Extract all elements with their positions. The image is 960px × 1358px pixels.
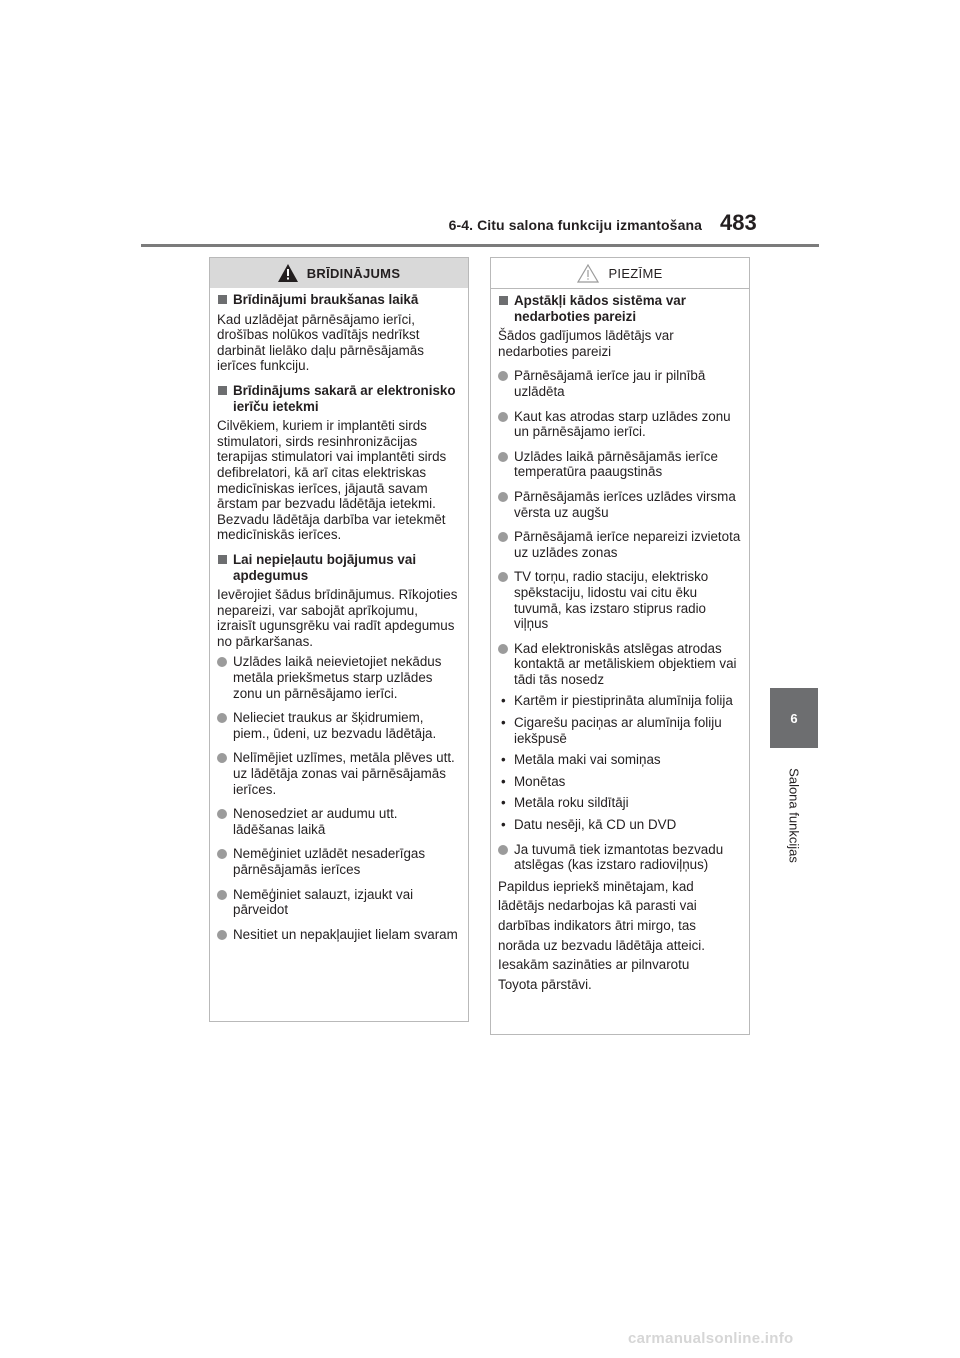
sub-list-item: • Kartēm ir piestiprināta alumīnija folija — [501, 693, 733, 709]
round-bullet-icon — [217, 849, 227, 859]
note-box — [490, 257, 750, 1035]
list-item: Nelīmējiet uzlīmes, metāla plēves utt. uz lādētāja zonas vai pārnēsājamās ierīces. — [217, 750, 460, 797]
section-heading: Brīdinājums sakarā ar elektronisko ierīču ietekmi — [217, 383, 460, 414]
list-item: Pārnēsājamā ierīce jau ir pilnībā uzlādēta — [498, 368, 741, 399]
paragraph: Kad uzlādējat pārnēsājamo ierīci, drošības nolūkos vadītājs nedrīkst darbināt lielāko daļu pārnēsājamās ierīces funkciju. — [217, 311, 424, 374]
note-content — [491, 289, 749, 992]
sub-list-item: • Datu nesēji, kā CD un DVD — [501, 817, 677, 833]
round-bullet-icon — [498, 572, 508, 582]
paragraph: Cilvēkiem, kuriem ir implantēti sirds stimulatori, sirds resinhronizācijas terapijas stimulatori vai implantēti sirds defibrelatori, kā arī citas elektriskas medicīniskas ierīces, jājautā savam ārstam par bezvadu lādētāja ietekmi. Bezvadu lādētāja darbība var ietekmēt medicīniskās ierīces. — [217, 418, 447, 543]
warning-triangle-icon — [278, 264, 298, 282]
warning-content — [210, 288, 468, 942]
warning-header — [210, 258, 468, 288]
list-item: Nenosedziet ar audumu utt. lādēšanas laikā — [217, 806, 460, 837]
page-number: 483 — [720, 210, 757, 235]
caution-outline-triangle-icon — [577, 264, 599, 283]
section-heading: Brīdinājumi braukšanas laikā — [217, 292, 460, 308]
closing-paragraph: Papildus iepriekš minētajam, kad lādētājs nedarbojas kā parasti vai darbības indikators ātri mirgo, tas norāda uz bezvadu lādētāja atteici. Iesakām sazināties ar pilnvarotu Toyota pārstāvi. — [498, 878, 705, 992]
paragraph: Ievērojiet šādus brīdinājumus. Rīkojoties nepareizi, var sabojāt aprīkojumu, izraisīt ugunsgrēku vai radīt apdegumus no pārkaršanas. — [217, 587, 458, 649]
sub-list-item: • Metāla roku sildītāji — [501, 795, 629, 811]
section-heading: Apstākļi kādos sistēma var nedarboties pareizi — [498, 293, 741, 324]
watermark: carmanualsonline.info — [628, 1330, 794, 1347]
list-item: Uzlādes laikā pārnēsājamās ierīce temperatūra paaugstinās — [498, 449, 741, 480]
round-bullet-icon — [498, 532, 508, 542]
round-bullet-icon — [498, 644, 508, 654]
round-bullet-icon — [217, 657, 227, 667]
paragraph: Šādos gadījumos lādētājs var nedarboties pareizi — [498, 328, 674, 359]
list-item: TV torņu, radio staciju, elektrisko spēkstaciju, lidostu vai citu ēku tuvumā, kas izstaro stiprus radio viļņus — [498, 569, 741, 631]
header-divider — [141, 244, 819, 247]
chapter-number: 6 — [790, 710, 798, 726]
round-bullet-icon — [498, 845, 508, 855]
warning-title: BRĪDINĀJUMS — [306, 265, 401, 281]
list-item: Nemēģiniet uzlādēt nesaderīgas pārnēsājamās ierīces — [217, 846, 460, 877]
round-bullet-icon — [498, 492, 508, 502]
round-bullet-icon — [498, 412, 508, 422]
list-item: Kad elektroniskās atslēgas atrodas kontaktā ar metāliskiem objektiem vai tādi tās nosedz — [498, 641, 741, 688]
warning-box — [209, 257, 469, 1022]
list-item: Ja tuvumā tiek izmantotas bezvadu atslēgas (kas izstaro radioviļņus) — [498, 842, 741, 873]
square-bullet-icon — [218, 295, 227, 304]
sub-list-item: • Monētas — [501, 773, 566, 789]
sub-list-item: • Cigarešu paciņas ar alumīnija foliju iekšpusē — [501, 715, 722, 746]
round-bullet-icon — [217, 753, 227, 763]
round-bullet-icon — [217, 713, 227, 723]
list-item: Kaut kas atrodas starp uzlādes zonu un pārnēsājamo ierīci. — [498, 409, 741, 440]
chapter-label: Salona funkcijas — [786, 768, 802, 863]
note-header — [491, 258, 749, 289]
round-bullet-icon — [498, 452, 508, 462]
round-bullet-icon — [217, 890, 227, 900]
note-title: PIEZĪME — [608, 265, 663, 281]
square-bullet-icon — [499, 296, 508, 305]
square-bullet-icon — [218, 555, 227, 564]
square-bullet-icon — [218, 386, 227, 395]
list-item: Nelieciet traukus ar šķidrumiem, piem., ūdeni, uz bezvadu lādētāja. — [217, 710, 460, 741]
section-heading: Lai nepieļautu bojājumus vai apdegumus — [217, 552, 460, 583]
round-bullet-icon — [217, 809, 227, 819]
list-item: Nesitiet un nepakļaujiet lielam svaram — [217, 927, 460, 943]
round-bullet-icon — [498, 371, 508, 381]
list-item: Uzlādes laikā neievietojiet nekādus metāla priekšmetus starp uzlādes zonu un pārnēsājamo ierīci. — [217, 654, 460, 701]
list-item: Nemēģiniet salauzt, izjaukt vai pārveidot — [217, 887, 460, 918]
list-item: Pārnēsājamā ierīce nepareizi izvietota uz uzlādes zonas — [498, 529, 741, 560]
list-item: Pārnēsājamās ierīces uzlādes virsma vērsta uz augšu — [498, 489, 741, 520]
section-title: 6-4. Citu salona funkciju izmantošana — [448, 217, 702, 233]
chapter-tab — [770, 688, 818, 748]
sub-list-item: • Metāla maki vai somiņas — [501, 752, 661, 768]
round-bullet-icon — [217, 930, 227, 940]
